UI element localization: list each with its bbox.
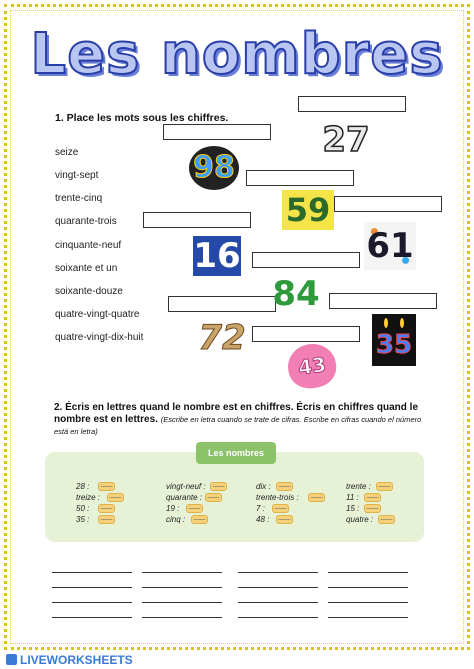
number-picture: 61 <box>364 222 416 270</box>
answer-box-27[interactable] <box>298 96 406 112</box>
answer-line[interactable] <box>52 587 132 588</box>
page-title: Les nombres <box>30 22 444 87</box>
answer-box-84[interactable] <box>252 252 360 268</box>
number-picture: 72 <box>198 318 246 358</box>
word-item: soixante et un <box>55 263 118 274</box>
answer-pill: —— <box>378 515 395 524</box>
example-item: trente : <box>346 482 371 491</box>
example-item: 50 : <box>76 504 90 513</box>
number-picture: 16 <box>193 236 241 276</box>
example-item: quarante : <box>166 493 203 502</box>
example-item: 15 : <box>346 504 360 513</box>
answer-pill: —— <box>376 482 393 491</box>
example-item: quatre : <box>346 515 374 524</box>
example-item: vingt-neuf : <box>166 482 206 491</box>
example-item: 19 : <box>166 504 180 513</box>
answer-pill: —— <box>276 482 293 491</box>
example-item: treize : <box>76 493 101 502</box>
answer-box-59[interactable] <box>246 170 354 186</box>
word-item: quatre-vingt-dix-huit <box>55 332 144 343</box>
number-picture: 84 <box>272 274 320 314</box>
answer-line[interactable] <box>328 572 408 573</box>
answer-line[interactable] <box>328 587 408 588</box>
answer-box-16[interactable] <box>143 212 251 228</box>
word-item: vingt-sept <box>55 170 99 181</box>
answer-line[interactable] <box>52 572 132 573</box>
answer-line[interactable] <box>238 587 318 588</box>
exercise-2-heading <box>54 402 424 438</box>
answer-pill: —— <box>186 504 203 513</box>
answer-pill: —— <box>272 504 289 513</box>
answer-line[interactable] <box>142 602 222 603</box>
word-item: quatre-vingt-quatre <box>55 309 140 320</box>
answer-pill: —— <box>210 482 227 491</box>
answer-line[interactable] <box>328 617 408 618</box>
answer-pill: —— <box>364 504 381 513</box>
answer-pill: —— <box>364 493 381 502</box>
word-item: cinquante-neuf <box>55 240 122 251</box>
answer-box-35[interactable] <box>329 293 437 309</box>
word-item: quarante-trois <box>55 216 117 227</box>
panel-title: Les nombres <box>196 442 276 464</box>
number-picture: 43 <box>285 341 339 391</box>
answer-line[interactable] <box>52 602 132 603</box>
answer-pill: —— <box>276 515 293 524</box>
example-item: 7 : <box>256 504 265 513</box>
answer-line[interactable] <box>328 602 408 603</box>
word-item: trente-cinq <box>55 193 103 204</box>
liveworksheets-icon <box>6 654 17 665</box>
example-item: 35 : <box>76 515 90 524</box>
answer-pill: —— <box>98 515 115 524</box>
example-item: 28 : <box>76 482 90 491</box>
answer-pill: —— <box>308 493 325 502</box>
answer-box-43[interactable] <box>252 326 360 342</box>
number-picture: 35 <box>372 314 416 366</box>
answer-box-61[interactable] <box>334 196 442 212</box>
answer-line[interactable] <box>142 587 222 588</box>
example-item: cinq : <box>166 515 186 524</box>
footer <box>0 651 474 669</box>
answer-box-72[interactable] <box>168 296 276 312</box>
exercise-1-heading: 1. Place les mots sous les chiffres. <box>55 112 229 124</box>
word-item: seize <box>55 147 79 158</box>
number-picture: 59 <box>282 190 334 230</box>
example-item: trente-trois : <box>256 493 299 502</box>
word-item: soixante-douze <box>55 286 123 297</box>
answer-pill: —— <box>98 504 115 513</box>
answer-pill: —— <box>107 493 124 502</box>
answer-line[interactable] <box>142 617 222 618</box>
exercise-2-subtitle: (Escribe en letra cuando se trate de cifras. Escribe en cifras cuando el número está en letra) <box>54 415 422 436</box>
answer-box-98[interactable] <box>163 124 271 140</box>
exercise-2-text: 2. Écris en lettres quand le nombre est en chiffres. Écris en chiffres quand le nombre est en lettres. <box>54 402 419 425</box>
answer-line[interactable] <box>52 617 132 618</box>
answer-pill: —— <box>98 482 115 491</box>
number-picture: 98 <box>189 146 239 190</box>
answer-line[interactable] <box>142 572 222 573</box>
example-item: 48 : <box>256 515 270 524</box>
example-item: 11 : <box>346 493 359 502</box>
answer-line[interactable] <box>238 572 318 573</box>
brand-text: LIVEWORKSHEETS <box>20 653 133 667</box>
number-picture: 27 <box>322 120 370 160</box>
answer-pill: —— <box>191 515 208 524</box>
answer-pill: —— <box>205 493 222 502</box>
example-item: dix : <box>256 482 271 491</box>
answer-line[interactable] <box>238 617 318 618</box>
answer-line[interactable] <box>238 602 318 603</box>
brand-logo[interactable] <box>6 653 133 667</box>
